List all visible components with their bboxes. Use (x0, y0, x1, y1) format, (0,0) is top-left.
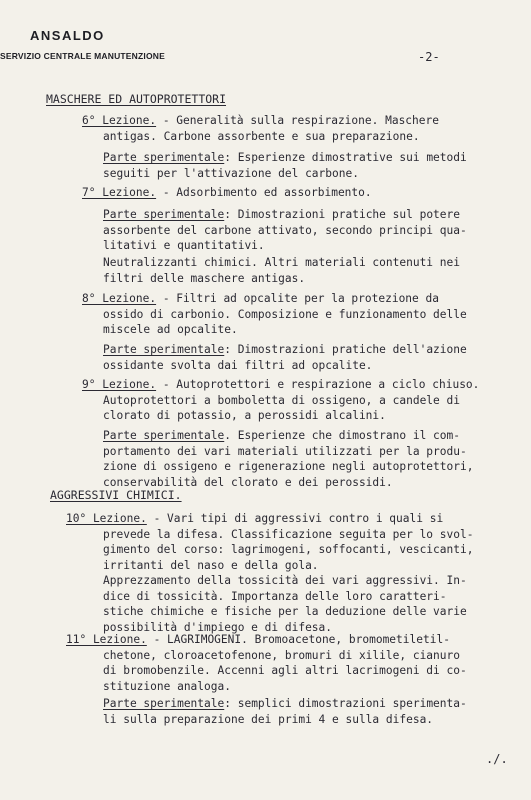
experimental-label: Parte sperimentale (103, 151, 225, 164)
lesson-label: 6° Lezione. (82, 114, 157, 127)
lesson-text-line: gimento del corso: lagrimogeni, soffocanti, vescicanti, (103, 543, 474, 556)
note-text-line: conservabilità del clorato e dei perossidi. (103, 475, 393, 489)
lesson-text-line: stituzione analoga. (103, 679, 231, 693)
note-text-line: li sulla preparazione dei primi 4 e sulla difesa. (103, 712, 434, 726)
note-text-line: portamento dei vari materiali utilizzati per la produ- (103, 444, 467, 458)
note-text: : semplici dimostrazioni sperimenta- (224, 697, 467, 710)
lesson-text-line: ossido di carbonio. Composizione e funzionamento delle (103, 307, 467, 321)
lesson-text: - Vari tipi di aggressivi contro i quali si (146, 512, 444, 525)
section-title: AGGRESSIVI CHIMICI. (50, 488, 182, 502)
lesson-label: 11° Lezione. (66, 633, 147, 646)
lesson-text: - Autoprotettori e respirazione a ciclo chiuso. (156, 378, 480, 391)
lesson-block (82, 185, 372, 201)
lesson-block (66, 511, 473, 635)
lesson-block (82, 113, 439, 144)
experimental-label: Parte sperimentale (103, 429, 225, 442)
lesson-text: - LAGRIMOGENI. Bromoacetone, bromometiletil- (146, 633, 450, 646)
lesson-label: 7° Lezione. (82, 186, 157, 199)
lesson-block (66, 632, 467, 694)
experimental-label: Parte sperimentale (103, 208, 225, 221)
lesson-text-line: stiche chimiche e fisiche per la deduzione delle varie (103, 605, 467, 618)
lesson-text-line: dice di tossicità. Importanza delle loro caratteri- (103, 589, 447, 603)
lesson-text-line (82, 291, 467, 307)
lesson-text: - Adsorbimento ed assorbimento. (156, 186, 372, 199)
company-name: ANSALDO (30, 28, 105, 43)
section-title: MASCHERE ED AUTOPROTETTORI (46, 92, 227, 106)
note-text-line (103, 342, 467, 358)
experimental-label: Parte sperimentale (103, 343, 225, 356)
lesson-text-line: di bromobenzile. Accenni agli altri lacrimogeni di co- (103, 664, 467, 677)
lesson-text-line: possibilità d'impiego e di difesa. (103, 620, 333, 634)
lesson-block (82, 377, 479, 424)
continuation-mark: ./. (486, 752, 508, 766)
lesson-block (82, 291, 467, 338)
lesson-label: 9° Lezione. (82, 378, 157, 391)
lesson-text: - Generalità sulla respirazione. Maschere (156, 114, 439, 127)
lesson-text-line: miscele ad opcalite. (103, 323, 238, 336)
lesson-text-line: Autoprotettori a bomboletta di ossigeno, a candele di (103, 393, 460, 407)
experimental-part (103, 207, 467, 254)
note-text-line (103, 696, 467, 712)
lesson-label: 8° Lezione. (82, 292, 157, 305)
note-text-line: litativi e quantitativi. (103, 239, 265, 252)
experimental-part (103, 150, 467, 181)
lesson-text-line: antigas. Carbone assorbente e sua preparazione. (103, 129, 420, 143)
lesson-label: 10° Lezione. (66, 512, 147, 525)
note-text: : Dimostrazioni pratiche dell'azione (224, 343, 467, 356)
lesson-text-line (82, 185, 372, 201)
note-text: : Esperienze dimostrative sui metodi (224, 151, 467, 164)
lesson-text-line: chetone, cloroacetofenone, bromuri di xilile, cianuro (103, 648, 460, 662)
note-text: . Esperienze che dimostrano il com- (224, 429, 460, 442)
note-text-line: seguiti per l'attivazione del carbone. (103, 166, 359, 180)
experimental-part (103, 342, 467, 373)
note-text-line (103, 428, 473, 444)
note-text-line (103, 207, 467, 223)
experimental-label: Parte sperimentale (103, 697, 225, 710)
note-text: : Dimostrazioni pratiche sul potere (224, 208, 460, 221)
note-text-line: assorbente del carbone attivato, secondo principi qua- (103, 223, 467, 237)
experimental-part (103, 428, 473, 490)
page-number: -2- (418, 50, 440, 64)
note-text-line: Neutralizzanti chimici. Altri materiali contenuti nei (103, 256, 460, 269)
lesson-text-line (82, 377, 479, 393)
lesson-text-line: Apprezzamento della tossicità dei vari aggressivi. In- (103, 574, 467, 587)
note-text-line: filtri delle maschere antigas. (103, 271, 306, 285)
lesson-text-line: prevede la difesa. Classificazione seguita per lo svol- (103, 527, 474, 541)
note-text-line: zione di ossigeno e rigenerazione negli autoprotettori, (103, 460, 474, 473)
lesson-text: - Filtri ad opcalite per la protezione da (156, 292, 439, 305)
note-text-line: ossidante svolta dai filtri ad opcalite. (103, 358, 373, 372)
note-text-line (103, 150, 467, 166)
lesson-text-line: clorato di potassio, a perossidi alcalini. (103, 409, 386, 422)
lesson-text-line (66, 511, 473, 527)
lesson-text-line (82, 113, 439, 129)
experimental-part (103, 696, 467, 727)
department-name: SERVIZIO CENTRALE MANUTENZIONE (0, 51, 165, 61)
lesson-text-line: irritanti del naso e della gola. (103, 558, 319, 572)
lesson-note (103, 255, 460, 286)
lesson-text-line (66, 632, 467, 648)
